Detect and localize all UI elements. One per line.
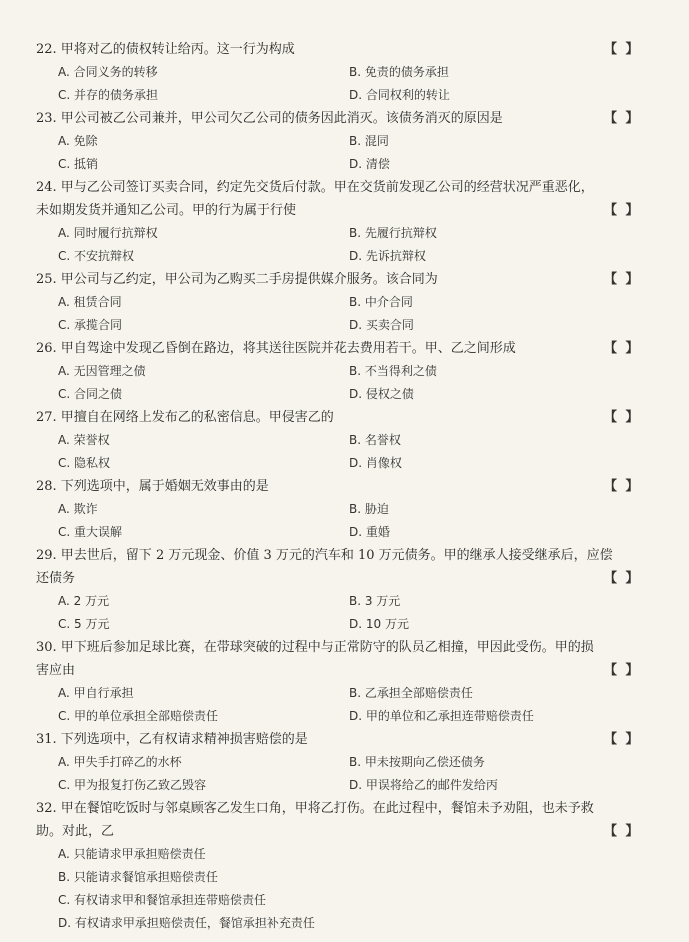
option-b[interactable]: B. 先履行抗辩权	[349, 226, 437, 240]
question-stem: 28. 下列选项中，属于婚姻无效事由的是	[36, 479, 269, 494]
answer-bracket[interactable]: 【 】	[604, 272, 641, 287]
question-stem: 29. 甲去世后，留下 2 万元现金、价值 3 万元的汽车和 10 万元债务。甲的继承人接受继承后，应偿	[36, 548, 613, 563]
option-c[interactable]: C. 甲为报复打伤乙致乙毁容	[58, 778, 207, 792]
option-d[interactable]: D. 有权请求甲承担赔偿责任，餐馆承担补充责任	[58, 916, 315, 930]
option-b[interactable]: B. 名誉权	[349, 433, 401, 447]
option-c[interactable]: C. 隐私权	[58, 456, 111, 470]
answer-bracket[interactable]: 【 】	[604, 732, 641, 747]
option-b[interactable]: B. 胁迫	[349, 502, 389, 516]
question-stem: 未如期发货并通知乙公司。甲的行为属于行使	[36, 203, 297, 218]
answer-bracket[interactable]: 【 】	[604, 42, 641, 57]
question-stem: 31. 下列选项中，乙有权请求精神损害赔偿的是	[36, 732, 308, 747]
answer-bracket[interactable]: 【 】	[604, 824, 641, 839]
option-c[interactable]: C. 重大误解	[58, 525, 123, 539]
option-c[interactable]: C. 承揽合同	[58, 318, 123, 332]
option-d[interactable]: D. 先诉抗辩权	[349, 249, 426, 263]
option-a[interactable]: A. 2 万元	[58, 594, 110, 608]
answer-bracket[interactable]: 【 】	[604, 663, 641, 678]
option-d[interactable]: D. 重婚	[349, 525, 390, 539]
question-stem: 30. 甲下班后参加足球比赛，在带球突破的过程中与正常防守的队员乙相撞，甲因此受伤。甲的损	[36, 640, 594, 655]
option-a[interactable]: A. 合同义务的转移	[58, 65, 158, 79]
option-b[interactable]: B. 不当得利之债	[349, 364, 437, 378]
option-c[interactable]: C. 5 万元	[58, 617, 110, 631]
option-a[interactable]: A. 荣誉权	[58, 433, 110, 447]
option-d[interactable]: D. 合同权利的转让	[349, 88, 450, 102]
option-b[interactable]: B. 中介合同	[349, 295, 413, 309]
option-c[interactable]: C. 甲的单位承担全部赔偿责任	[58, 709, 219, 723]
option-b[interactable]: B. 甲未按期向乙偿还债务	[349, 755, 485, 769]
answer-bracket[interactable]: 【 】	[604, 571, 641, 586]
option-a[interactable]: A. 同时履行抗辩权	[58, 226, 158, 240]
question-stem: 27. 甲擅自在网络上发布乙的私密信息。甲侵害乙的	[36, 410, 334, 425]
option-d[interactable]: D. 甲误将给乙的邮件发给丙	[349, 778, 498, 792]
option-b[interactable]: B. 只能请求餐馆承担赔偿责任	[58, 870, 218, 884]
question-stem: 还债务	[36, 571, 76, 586]
option-a[interactable]: A. 无因管理之债	[58, 364, 146, 378]
option-d[interactable]: D. 买卖合同	[349, 318, 414, 332]
question-stem: 32. 甲在餐馆吃饭时与邻桌顾客乙发生口角，甲将乙打伤。在此过程中，餐馆未予劝阻，也未予救	[36, 801, 594, 816]
option-a[interactable]: A. 只能请求甲承担赔偿责任	[58, 847, 206, 861]
option-b[interactable]: B. 免责的债务承担	[349, 65, 449, 79]
option-d[interactable]: D. 清偿	[349, 157, 390, 171]
question-stem: 害应由	[36, 663, 76, 678]
answer-bracket[interactable]: 【 】	[604, 410, 641, 425]
option-a[interactable]: A. 甲自行承担	[58, 686, 134, 700]
answer-bracket[interactable]: 【 】	[604, 341, 641, 356]
question-stem: 24. 甲与乙公司签订买卖合同，约定先交货后付款。甲在交货前发现乙公司的经营状况严重恶化，	[36, 180, 594, 195]
answer-bracket[interactable]: 【 】	[604, 479, 641, 494]
option-c[interactable]: C. 有权请求甲和餐馆承担连带赔偿责任	[58, 893, 267, 907]
option-c[interactable]: C. 并存的债务承担	[58, 88, 159, 102]
question-stem: 25. 甲公司与乙约定，甲公司为乙购买二手房提供媒介服务。该合同为	[36, 272, 438, 287]
option-a[interactable]: A. 甲失手打碎乙的水杯	[58, 755, 182, 769]
option-a[interactable]: A. 免除	[58, 134, 98, 148]
option-b[interactable]: B. 混同	[349, 134, 389, 148]
option-c[interactable]: C. 合同之债	[58, 387, 123, 401]
option-d[interactable]: D. 甲的单位和乙承担连带赔偿责任	[349, 709, 534, 723]
option-d[interactable]: D. 10 万元	[349, 617, 409, 631]
question-stem: 26. 甲自驾途中发现乙昏倒在路边，将其送往医院并花去费用若干。甲、乙之间形成	[36, 341, 516, 356]
question-stem: 22. 甲将对乙的债权转让给丙。这一行为构成	[36, 42, 295, 57]
answer-bracket[interactable]: 【 】	[604, 203, 641, 218]
option-d[interactable]: D. 侵权之债	[349, 387, 414, 401]
option-c[interactable]: C. 不安抗辩权	[58, 249, 135, 263]
option-b[interactable]: B. 乙承担全部赔偿责任	[349, 686, 473, 700]
option-a[interactable]: A. 欺诈	[58, 502, 98, 516]
option-c[interactable]: C. 抵销	[58, 157, 99, 171]
option-a[interactable]: A. 租赁合同	[58, 295, 122, 309]
question-stem: 23. 甲公司被乙公司兼并，甲公司欠乙公司的债务因此消灭。该债务消灭的原因是	[36, 111, 503, 126]
option-d[interactable]: D. 肖像权	[349, 456, 402, 470]
question-stem: 助。对此，乙	[36, 824, 115, 839]
option-b[interactable]: B. 3 万元	[349, 594, 401, 608]
answer-bracket[interactable]: 【 】	[604, 111, 641, 126]
